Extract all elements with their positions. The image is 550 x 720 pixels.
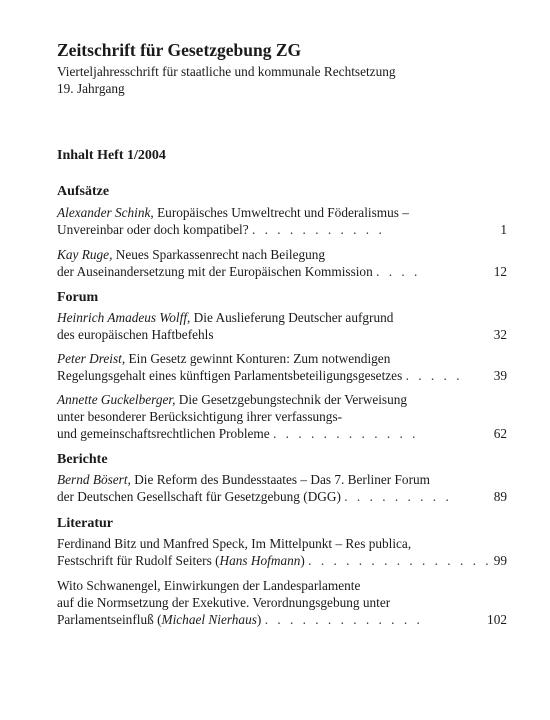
- entry-line: [57, 595, 390, 611]
- leader-dots: . . . . .: [405, 368, 463, 383]
- entry-page-number: 39: [493, 368, 507, 383]
- toc-entry-wolff[interactable]: [57, 310, 507, 344]
- toc-entry-ruge[interactable]: [57, 247, 507, 281]
- entry-title: Ein Gesetz gewinnt Konturen: Zum notwendigen: [128, 351, 391, 366]
- journal-title: Zeitschrift für Gesetzgebung ZG: [57, 40, 302, 60]
- toc-entry-bitz[interactable]: [57, 536, 507, 570]
- entry-page-number: 32: [493, 327, 507, 342]
- toc-entry-dreist[interactable]: [57, 351, 507, 385]
- entry-title: Unvereinbar oder doch kompatibel?: [57, 222, 249, 237]
- toc-entry-schwanengel[interactable]: [57, 578, 507, 629]
- journal-volume: 19. Jahrgang: [57, 81, 125, 96]
- section-heading-forum: Forum: [57, 290, 99, 305]
- entry-author: Alexander Schink,: [57, 205, 154, 220]
- entry-author: Annette Guckelberger,: [57, 392, 176, 407]
- entry-title: Ferdinand Bitz und Manfred Speck, Im Mittelpunkt – Res publica,: [57, 536, 412, 551]
- entry-title: auf die Normsetzung der Exekutive. Verordnungsgebung unter: [57, 595, 391, 610]
- entry-title: Festschrift für Rudolf Seiters (: [57, 553, 220, 568]
- entry-title: Die Auslieferung Deutscher aufgrund: [193, 310, 394, 325]
- entry-page-number: 12: [493, 264, 507, 279]
- entry-line: [57, 205, 409, 221]
- entry-title: und gemeinschaftsrechtlichen Probleme: [57, 426, 270, 441]
- leader-dots: . . . . . . . . .: [344, 489, 452, 504]
- entry-line: [57, 612, 423, 628]
- leader-dots: . . . .: [376, 264, 421, 279]
- entry-title: der Auseinandersetzung mit der Europäischen Kommission: [57, 264, 373, 279]
- entry-line: [57, 247, 325, 263]
- entry-line: [57, 222, 385, 238]
- entry-title: Wito Schwanengel, Einwirkungen der Landesparlamente: [57, 578, 361, 593]
- entry-title: unter besonderer Berücksichtigung ihrer verfassungs-: [57, 409, 343, 424]
- issue-heading: Inhalt Heft 1/2004: [57, 148, 166, 163]
- entry-title: Die Gesetzgebungstechnik der Verweisung: [178, 392, 408, 407]
- entry-line: [57, 489, 452, 505]
- entry-title: ): [300, 553, 305, 568]
- entry-reviewer: Hans Hofmann: [219, 553, 301, 568]
- entry-page-number: 99: [493, 553, 507, 568]
- section-heading-berichte: Berichte: [57, 452, 108, 467]
- toc-entry-schink[interactable]: [57, 205, 507, 239]
- section-heading-aufsaetze: Aufsätze: [57, 184, 110, 199]
- journal-subtitle: Vierteljahresschrift für staatliche und kommunale Rechtsetzung: [57, 64, 396, 79]
- entry-line: [57, 409, 342, 425]
- entry-page-number: 89: [493, 489, 507, 504]
- leader-dots: . . . . . . . . . . . . .: [264, 612, 423, 627]
- entry-title: der Deutschen Gesellschaft für Gesetzgebung (DGG): [57, 489, 341, 504]
- entry-line: [57, 553, 492, 569]
- entry-author: Heinrich Amadeus Wolff,: [57, 310, 191, 325]
- entry-line: [57, 368, 463, 384]
- entry-page-number: 62: [493, 426, 507, 441]
- entry-author: Bernd Bösert,: [57, 472, 131, 487]
- entry-title: Die Reform des Bundesstaates – Das 7. Berliner Forum: [134, 472, 431, 487]
- toc-entry-guckelberger[interactable]: [57, 392, 507, 443]
- entry-title: Parlamentseinfluß (: [57, 612, 162, 627]
- entry-title: des europäischen Haftbefehls: [57, 327, 214, 342]
- entry-page-number: 1: [500, 222, 507, 237]
- toc-entry-boesert[interactable]: [57, 472, 507, 506]
- entry-title: Neues Sparkassenrecht nach Beilegung: [115, 247, 326, 262]
- entry-line: [57, 327, 214, 343]
- entry-line: [57, 536, 411, 552]
- entry-line: [57, 351, 390, 367]
- entry-author: Peter Dreist,: [57, 351, 126, 366]
- entry-author: Kay Ruge,: [57, 247, 113, 262]
- leader-dots: . . . . . . . . . . . . . . .: [308, 553, 492, 568]
- entry-line: [57, 578, 360, 594]
- leader-dots: . . . . . . . . . . . .: [273, 426, 419, 441]
- leader-dots: . . . . . . . . . . .: [251, 222, 385, 237]
- section-heading-literatur: Literatur: [57, 516, 113, 531]
- entry-page-number: 102: [487, 612, 507, 627]
- entry-line: [57, 426, 418, 442]
- entry-line: [57, 472, 430, 488]
- entry-title: Europäisches Umweltrecht und Föderalismus –: [157, 205, 409, 220]
- entry-line: [57, 264, 420, 280]
- entry-line: [57, 392, 407, 408]
- entry-line: [57, 310, 393, 326]
- entry-title: Regelungsgehalt eines künftigen Parlamentsbeteiligungsgesetzes: [57, 368, 403, 383]
- entry-title: ): [256, 612, 262, 627]
- entry-reviewer: Michael Nierhaus: [161, 612, 257, 627]
